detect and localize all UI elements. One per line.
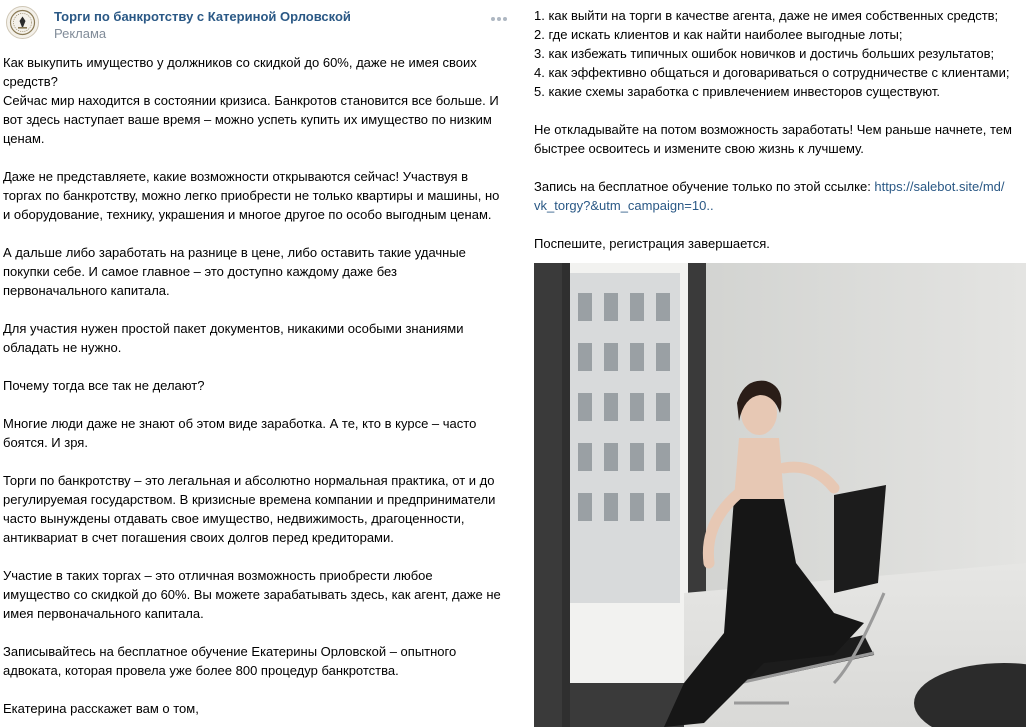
post-text-line: Торги по банкротству – это легальная и абсолютно нормальная практика, от и до	[3, 473, 495, 488]
post-text-line: Сейчас мир находится в состоянии кризиса. Банкротов становится все больше. И	[3, 93, 499, 108]
post-photo[interactable]	[534, 263, 1026, 727]
post-text-line: Поспешите, регистрация завершается.	[534, 236, 770, 251]
more-button[interactable]	[488, 13, 510, 25]
signup-line	[534, 177, 1005, 196]
post-text-line: Многие люди даже не знают об этом виде заработка. А те, кто в курсе – часто	[3, 416, 477, 431]
post-text-line: вот здесь наступает ваше время – можно успеть купить их имущество по низким	[3, 112, 492, 127]
signup-text: Запись на бесплатное обучение только по этой ссылке:	[534, 179, 875, 194]
ad-label: Реклама	[54, 26, 107, 41]
list-item: 3. как избежать типичных ошибок новичков и достичь больших результатов;	[534, 46, 995, 61]
post-text-line: имущество со скидкой до 60%. Вы можете зарабатывать здесь, как агент, даже не	[3, 587, 501, 602]
post-text-line: ценам.	[3, 131, 45, 146]
post-text-line: регулируемая государством. В кризисные времена компании и предприниматели	[3, 492, 496, 507]
post-text-line: имея первоначального капитала.	[3, 606, 204, 621]
post-text-line: средств?	[3, 74, 58, 89]
post-text-line: адвоката, которая провела уже более 800 процедур банкротства.	[3, 663, 399, 678]
post-text-line: Екатерина расскажет вам о том,	[3, 701, 199, 716]
post-text-line: Участие в таких торгах – это отличная возможность приобрести любое	[3, 568, 433, 583]
post-text-line: Даже не представляете, какие возможности открываются сейчас! Участвуя в	[3, 169, 469, 184]
post-text-line: и оборудование, технику, украшения и многое другое по особо выгодным ценам.	[3, 207, 492, 222]
list-item: 1. как выйти на торги в качестве агента, даже не имея собственных средств;	[534, 8, 999, 23]
post-text-line: антиквариат в счет погашения своих долгов перед кредиторами.	[3, 530, 394, 545]
signup-link-continued	[534, 196, 714, 215]
post-text-line: Как выкупить имущество у должников со скидкой до 60%, даже не имея своих	[3, 55, 477, 70]
post-text-line: быстрее освоитесь и измените свою жизнь к лучшему.	[534, 141, 864, 156]
post-text-line: боятся. И зря.	[3, 435, 88, 450]
post-text-line: покупки себе. И самое главное – это доступно каждому даже без	[3, 264, 397, 279]
post-text-line: Почему тогда все так не делают?	[3, 378, 205, 393]
list-item: 5. какие схемы заработка с привлечением инвесторов существуют.	[534, 84, 940, 99]
post-text-line: Записывайтесь на бесплатное обучение Екатерины Орловской – опытного	[3, 644, 457, 659]
list-item: 4. как эффективно общаться и договариваться о сотрудничестве с клиентами;	[534, 65, 1010, 80]
emblem-icon	[7, 7, 38, 38]
post-text-line: Для участия нужен простой пакет документов, никакими особыми знаниями	[3, 321, 464, 336]
more-dots-icon	[488, 13, 510, 25]
post-text-line: часто вынуждены отдавать свое имущество, недвижимость, драгоценности,	[3, 511, 465, 526]
signup-link-tail[interactable]: vk_torgy?&utm_campaign=10..	[534, 198, 714, 213]
community-name[interactable]: Торги по банкротству с Катериной Орловской	[54, 9, 351, 24]
post-text-line: обладать не нужно.	[3, 340, 122, 355]
post-text-line: торгах по банкротству, можно легко приобрести не только квартиры и машины, но	[3, 188, 500, 203]
list-item: 2. где искать клиентов и как найти наиболее выгодные лоты;	[534, 27, 903, 42]
signup-link[interactable]: https://salebot.site/md/	[874, 179, 1005, 194]
post-text-line: первоначального капитала.	[3, 283, 170, 298]
post-text-line: А дальше либо заработать на разнице в цене, либо оставить такие удачные	[3, 245, 466, 260]
post-text-line: Не откладывайте на потом возможность заработать! Чем раньше начнете, тем	[534, 122, 1012, 137]
community-avatar[interactable]	[6, 6, 39, 39]
post-photo-image	[534, 263, 1026, 727]
